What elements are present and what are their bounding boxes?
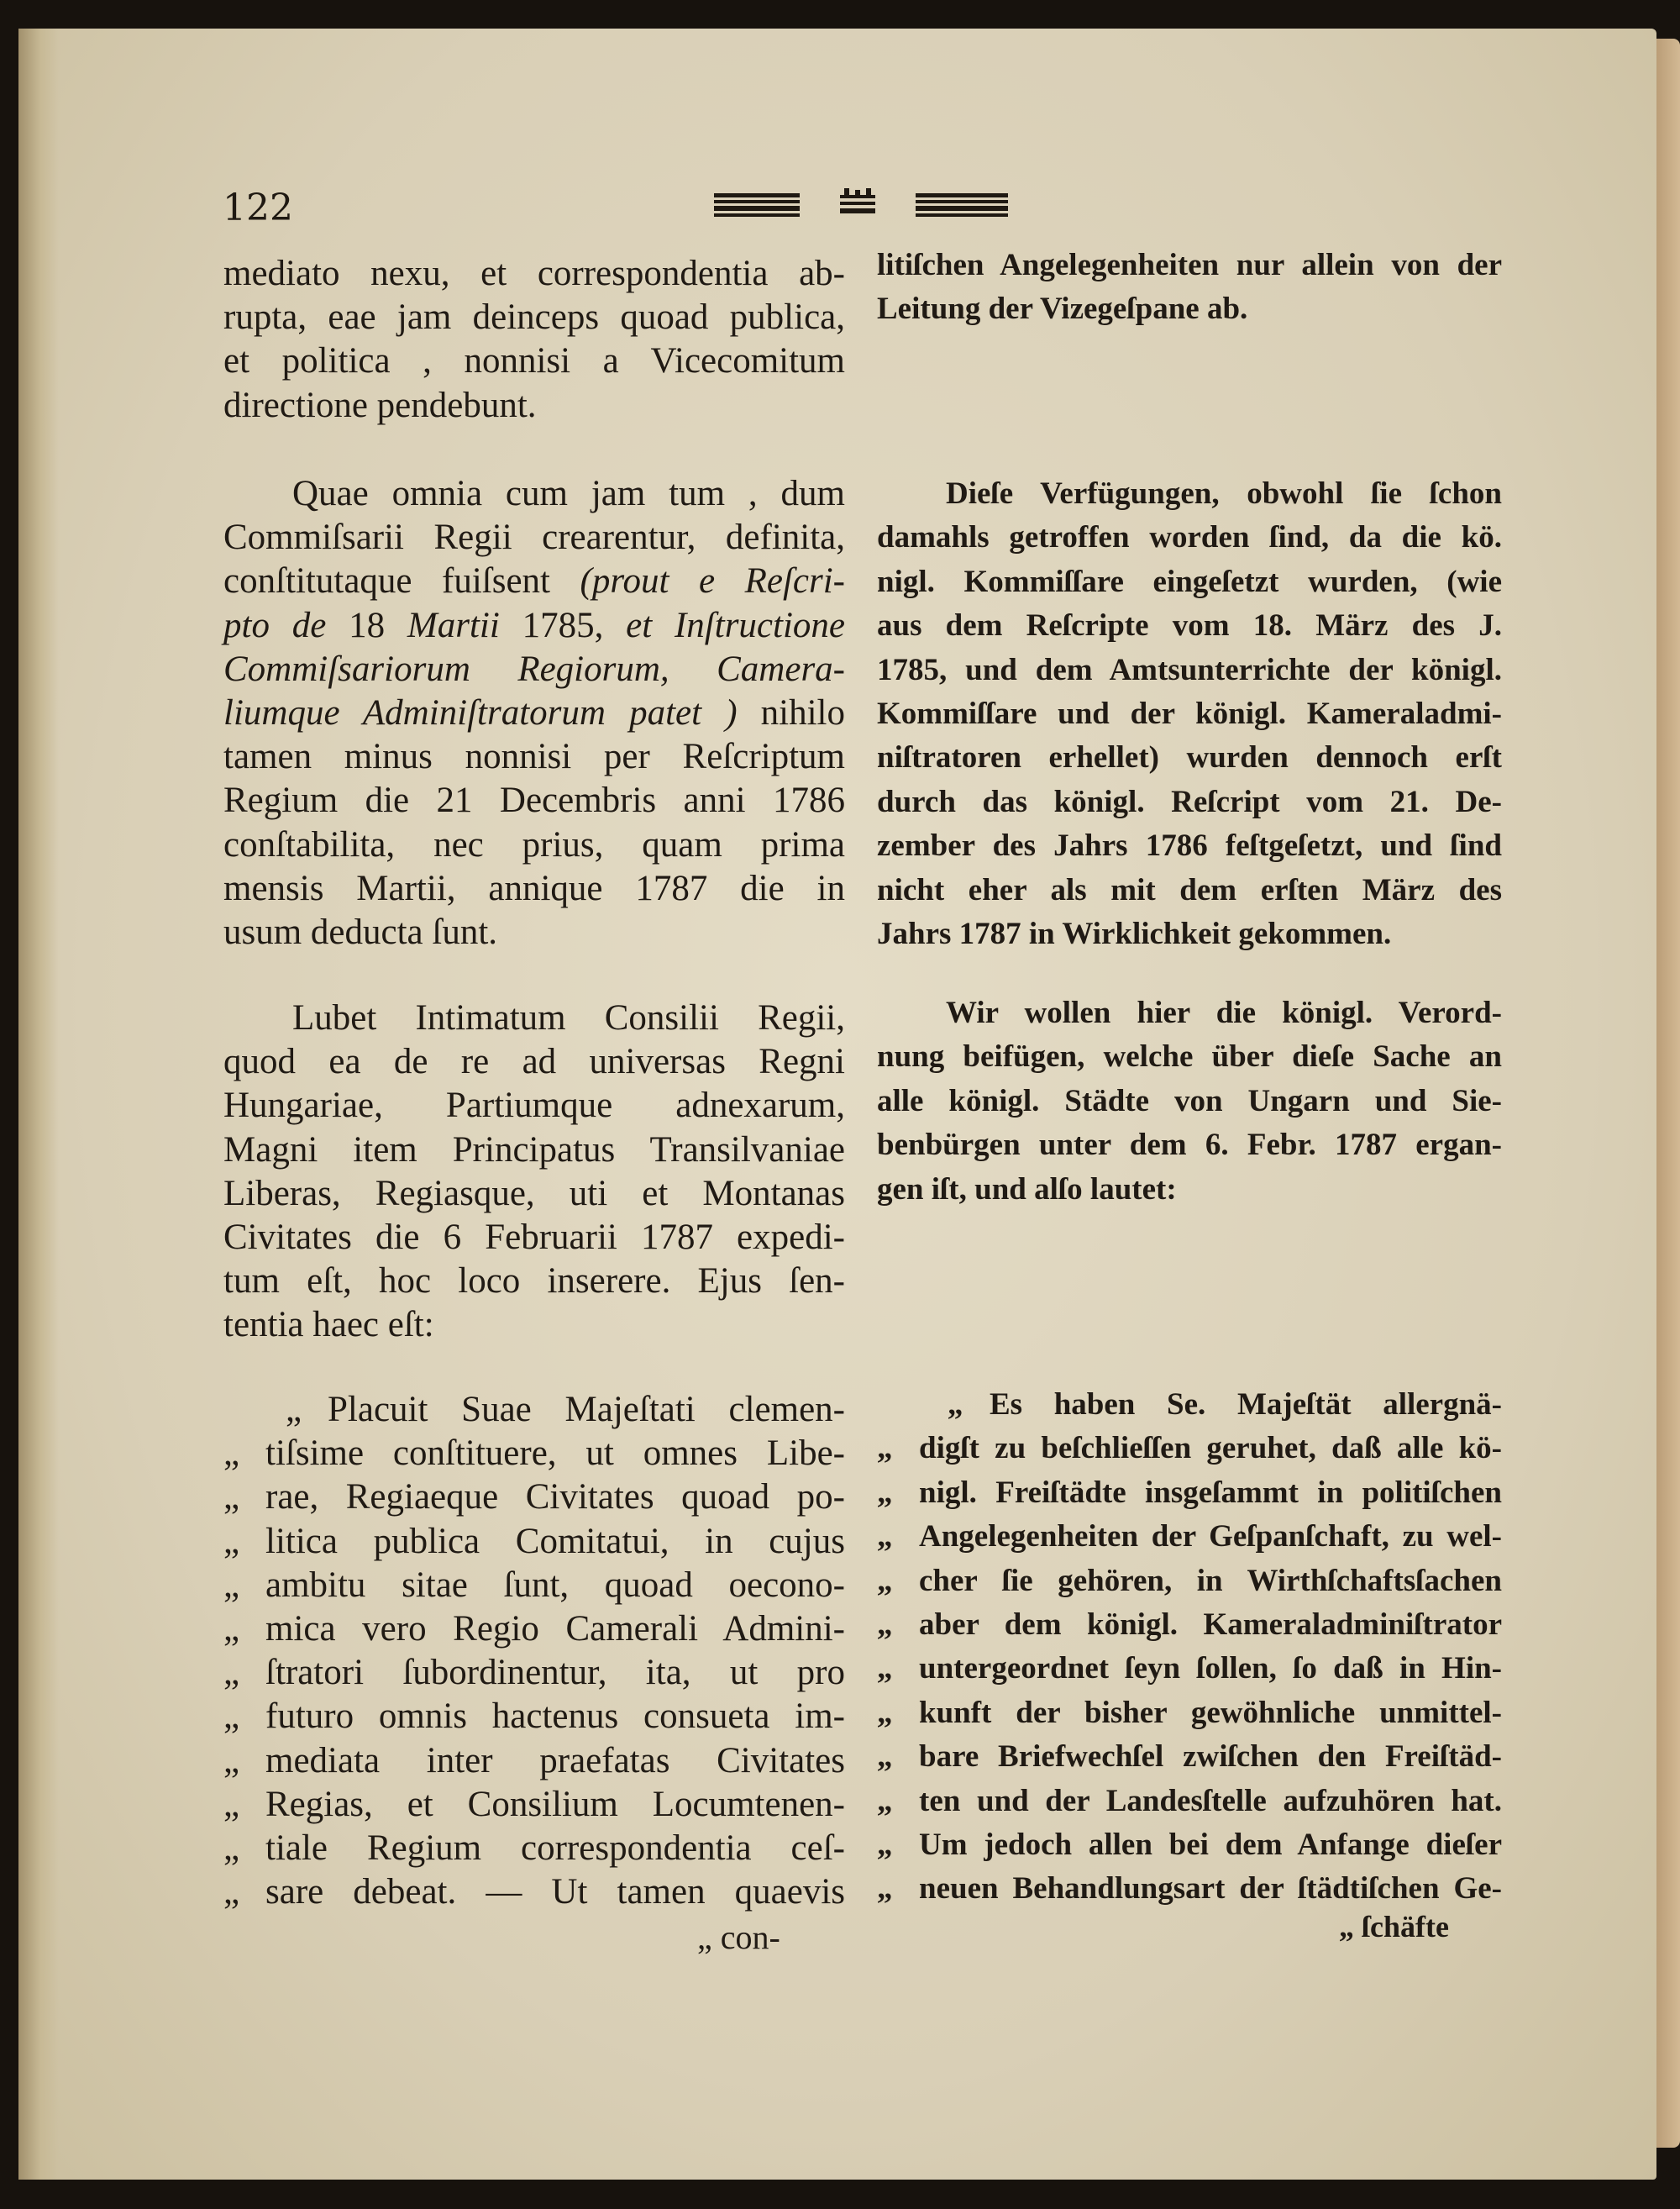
text-span: Es haben Se. Majeſtät allergnä- bbox=[990, 1387, 1502, 1422]
quote-mark: „ bbox=[223, 1521, 240, 1561]
text-span: sare debeat. — Ut tamen quaevis bbox=[265, 1872, 845, 1912]
text-span: untergeordnet ſeyn ſollen, ſo daß in Hin- bbox=[919, 1651, 1502, 1686]
text-span: mica vero Regio Camerali Admini- bbox=[265, 1609, 845, 1649]
quote-line bbox=[223, 1564, 845, 1607]
quote-mark: „ bbox=[877, 1651, 893, 1686]
quote-mark: „ bbox=[877, 1519, 893, 1554]
latin-paragraph-2 bbox=[223, 472, 845, 955]
quote-mark: „ bbox=[948, 1387, 963, 1422]
text-line: niſtratoren erhellet) wurden dennoch erſt bbox=[877, 740, 1502, 776]
text-line: et politica , nonnisi a Vicecomitum bbox=[223, 341, 845, 381]
quote-line bbox=[877, 1647, 1502, 1691]
italic-span: (prout e Reſcri- bbox=[580, 561, 845, 602]
text-span: Um jedoch allen bei dem Anfange dieſer bbox=[919, 1828, 1502, 1863]
quote-line bbox=[223, 1695, 845, 1738]
quote-line bbox=[223, 1388, 845, 1432]
text-line: durch das königl. Reſcript vom 21. De- bbox=[877, 784, 1502, 819]
text-line: Regium die 21 Decembris anni 1786 bbox=[223, 781, 845, 821]
quote-line bbox=[223, 1520, 845, 1564]
text-line: usum deducta ſunt. bbox=[223, 913, 498, 953]
quote-line bbox=[223, 1739, 845, 1783]
quote-mark: „ bbox=[223, 1828, 240, 1869]
quote-line bbox=[223, 1651, 845, 1695]
quote-line bbox=[877, 1691, 1502, 1735]
quote-line bbox=[877, 1515, 1502, 1559]
text-span: Regias, et Consilium Locumtenen- bbox=[265, 1784, 845, 1824]
quote-mark: „ bbox=[223, 1565, 240, 1605]
text-line: Civitates die 6 Februarii 1787 expedi- bbox=[223, 1218, 845, 1258]
quote-mark: „ bbox=[877, 1563, 893, 1598]
quote-mark: „ bbox=[877, 1783, 893, 1818]
text-line: Quae omnia cum jam tum , dum bbox=[292, 474, 845, 513]
text-line: zember des Jahrs 1786 feſtgeſetzt, und ſind bbox=[877, 828, 1502, 864]
quote-mark: „ bbox=[877, 1871, 893, 1907]
quote-line bbox=[877, 1867, 1502, 1911]
text-line: Commiſsariorum Regiorum, Camera- bbox=[223, 649, 845, 689]
italic-span: liumque Adminiſtratorum patet ) bbox=[223, 693, 761, 734]
text-line: Magni item Principatus Transilvaniae bbox=[223, 1129, 845, 1170]
text-line: mediato nexu, et correspondentia ab- bbox=[223, 254, 845, 293]
quote-mark: „ bbox=[877, 1475, 893, 1510]
quote-mark: „ bbox=[223, 1653, 240, 1693]
text-line: directione pendebunt. bbox=[223, 385, 537, 425]
latin-paragraph-3 bbox=[223, 997, 845, 1348]
text-line: aus dem Reſcripte vom 18. März des J. bbox=[877, 608, 1502, 644]
quote-line bbox=[877, 1780, 1502, 1823]
catchword-left: „ con- bbox=[697, 1918, 780, 1956]
text-span: tiale Regium correspondentia ceſ- bbox=[265, 1828, 845, 1869]
latin-quotation bbox=[223, 1388, 845, 1914]
text-span: conſtitutaque fuiſsent bbox=[223, 561, 580, 602]
quote-mark: „ bbox=[223, 1696, 240, 1737]
text-line: gen iſt, und alſo lautet: bbox=[877, 1171, 1177, 1207]
text-span: rae, Regiaeque Civitates quoad po- bbox=[265, 1477, 845, 1517]
quote-mark: „ bbox=[223, 1477, 240, 1517]
text-line: Jahrs 1787 in Wirklichkeit gekommen. bbox=[877, 917, 1392, 952]
text-span: Angelegenheiten der Geſpanſchaft, zu wel- bbox=[919, 1519, 1502, 1554]
quote-line bbox=[877, 1603, 1502, 1647]
text-span: futuro omnis hactenus consueta im- bbox=[265, 1696, 845, 1737]
quote-mark: „ bbox=[877, 1739, 893, 1775]
text-line: Lubet Intimatum Consilii Regii, bbox=[292, 998, 845, 1038]
text-line: tum eſt, hoc loco inserere. Ejus ſen- bbox=[223, 1261, 845, 1302]
text-line: Kommiſſare und der königl. Kameraladmi- bbox=[877, 697, 1502, 732]
text-line: Commiſsarii Regii crearentur, definita, bbox=[223, 518, 845, 558]
quote-line bbox=[223, 1607, 845, 1651]
latin-paragraph-1 bbox=[223, 252, 845, 428]
text-span: ambitu sitae ſunt, quoad oecono- bbox=[265, 1565, 845, 1605]
italic-span: pto de bbox=[223, 605, 349, 645]
quote-line bbox=[223, 1783, 845, 1827]
text-line: benbürgen unter dem 6. Febr. 1787 ergan- bbox=[877, 1128, 1502, 1163]
quote-line bbox=[877, 1823, 1502, 1867]
text-line: damahls getroffen worden ſind, da die kö. bbox=[877, 520, 1502, 555]
text-span: nihilo bbox=[760, 693, 845, 734]
quote-line bbox=[223, 1870, 845, 1914]
text-span: 18 bbox=[349, 605, 407, 645]
text-line: nigl. Kommiſſare eingeſetzt wurden, (wie bbox=[877, 564, 1502, 599]
text-span: mediata inter praefatas Civitates bbox=[265, 1740, 845, 1780]
quote-mark: „ bbox=[223, 1872, 240, 1912]
text-line bbox=[223, 692, 845, 735]
text-span: bare Briefwechſel zwiſchen den Freiſtäd- bbox=[919, 1739, 1502, 1775]
text-line: mensis Martii, annique 1787 die in bbox=[223, 868, 845, 908]
quote-line bbox=[877, 1427, 1502, 1470]
text-span: kunft der bisher gewöhnliche unmittel- bbox=[919, 1695, 1502, 1730]
text-span: neuen Behandlungsart der ſtädtiſchen Ge- bbox=[919, 1871, 1502, 1907]
text-line: alle königl. Städte von Ungarn und Sie- bbox=[877, 1083, 1502, 1118]
quote-line bbox=[223, 1827, 845, 1870]
italic-span: Martii bbox=[407, 605, 522, 645]
text-line: Leitung der Vizegeſpane ab. bbox=[877, 292, 1248, 327]
text-span: cher ſie gehören, in Wirthſchaftsſachen bbox=[919, 1563, 1502, 1598]
text-line: Liberas, Regiasque, uti et Montanas bbox=[223, 1173, 845, 1213]
text-span: ten und der Landesſtelle aufzuhören hat. bbox=[919, 1783, 1502, 1818]
text-line: Hungariae, Partiumque adnexarum, bbox=[223, 1086, 845, 1126]
text-line: litiſchen Angelegenheiten nur allein von der bbox=[877, 248, 1502, 282]
quote-mark: „ bbox=[877, 1431, 893, 1466]
text-line bbox=[223, 560, 845, 603]
quote-mark: „ bbox=[223, 1784, 240, 1824]
quote-mark: „ bbox=[223, 1609, 240, 1649]
quote-mark: „ bbox=[223, 1433, 240, 1474]
quote-line bbox=[877, 1471, 1502, 1515]
quote-line bbox=[223, 1475, 845, 1519]
quote-mark: „ bbox=[877, 1695, 893, 1730]
text-line: Dieſe Verfügungen, obwohl ſie ſchon bbox=[946, 476, 1502, 511]
page-number: 122 bbox=[223, 187, 293, 229]
quote-mark: „ bbox=[877, 1828, 893, 1863]
text-line: 1785, und dem Amtsunterrichte der königl. bbox=[877, 652, 1502, 687]
text-span: tiſsime conſtituere, ut omnes Libe- bbox=[265, 1433, 845, 1474]
quote-line bbox=[877, 1383, 1502, 1427]
text-span: aber dem königl. Kameraladminiſtrator bbox=[919, 1607, 1502, 1643]
text-line: Wir wollen hier die königl. Verord- bbox=[946, 996, 1502, 1030]
header-ornament-rule bbox=[714, 188, 1016, 218]
text-line: rupta, eae jam deinceps quoad publica, bbox=[223, 297, 845, 338]
german-paragraph-1 bbox=[877, 244, 1502, 332]
text-span: 1785, bbox=[522, 605, 627, 645]
german-paragraph-2 bbox=[877, 472, 1502, 956]
page-gutter-shadow bbox=[18, 29, 59, 2180]
quote-line bbox=[223, 1432, 845, 1475]
quote-line bbox=[877, 1735, 1502, 1779]
german-quotation bbox=[877, 1383, 1502, 1912]
german-paragraph-3 bbox=[877, 991, 1502, 1212]
text-line: conſtabilita, nec prius, quam prima bbox=[223, 824, 845, 865]
text-line: tamen minus nonnisi per Reſcriptum bbox=[223, 737, 845, 777]
text-line: nicht eher als mit dem erſten März des bbox=[877, 872, 1502, 907]
text-span: Placuit Suae Majeſtati clemen- bbox=[328, 1390, 845, 1429]
text-line: nung beifügen, welche über dieſe Sache an bbox=[877, 1039, 1502, 1075]
italic-span: et Inſtructione bbox=[626, 605, 845, 645]
text-span: litica publica Comitatui, in cujus bbox=[265, 1521, 845, 1561]
text-line: tentia haec eſt: bbox=[223, 1305, 434, 1345]
text-span: nigl. Freiſtädte insgeſammt in politiſchen bbox=[919, 1475, 1502, 1510]
text-span: ſtratori ſubordinentur, ita, ut pro bbox=[265, 1653, 845, 1693]
quote-line bbox=[877, 1559, 1502, 1603]
text-line: quod ea de re ad universas Regni bbox=[223, 1042, 845, 1082]
catchword-right: „ ſchäfte bbox=[1339, 1910, 1449, 1943]
quote-mark: „ bbox=[223, 1740, 240, 1780]
quote-mark: „ bbox=[877, 1607, 893, 1643]
text-line bbox=[223, 604, 845, 648]
text-span: digſt zu beſchlieſſen geruhet, daß alle kö- bbox=[919, 1431, 1502, 1466]
quote-mark: „ bbox=[286, 1390, 302, 1429]
